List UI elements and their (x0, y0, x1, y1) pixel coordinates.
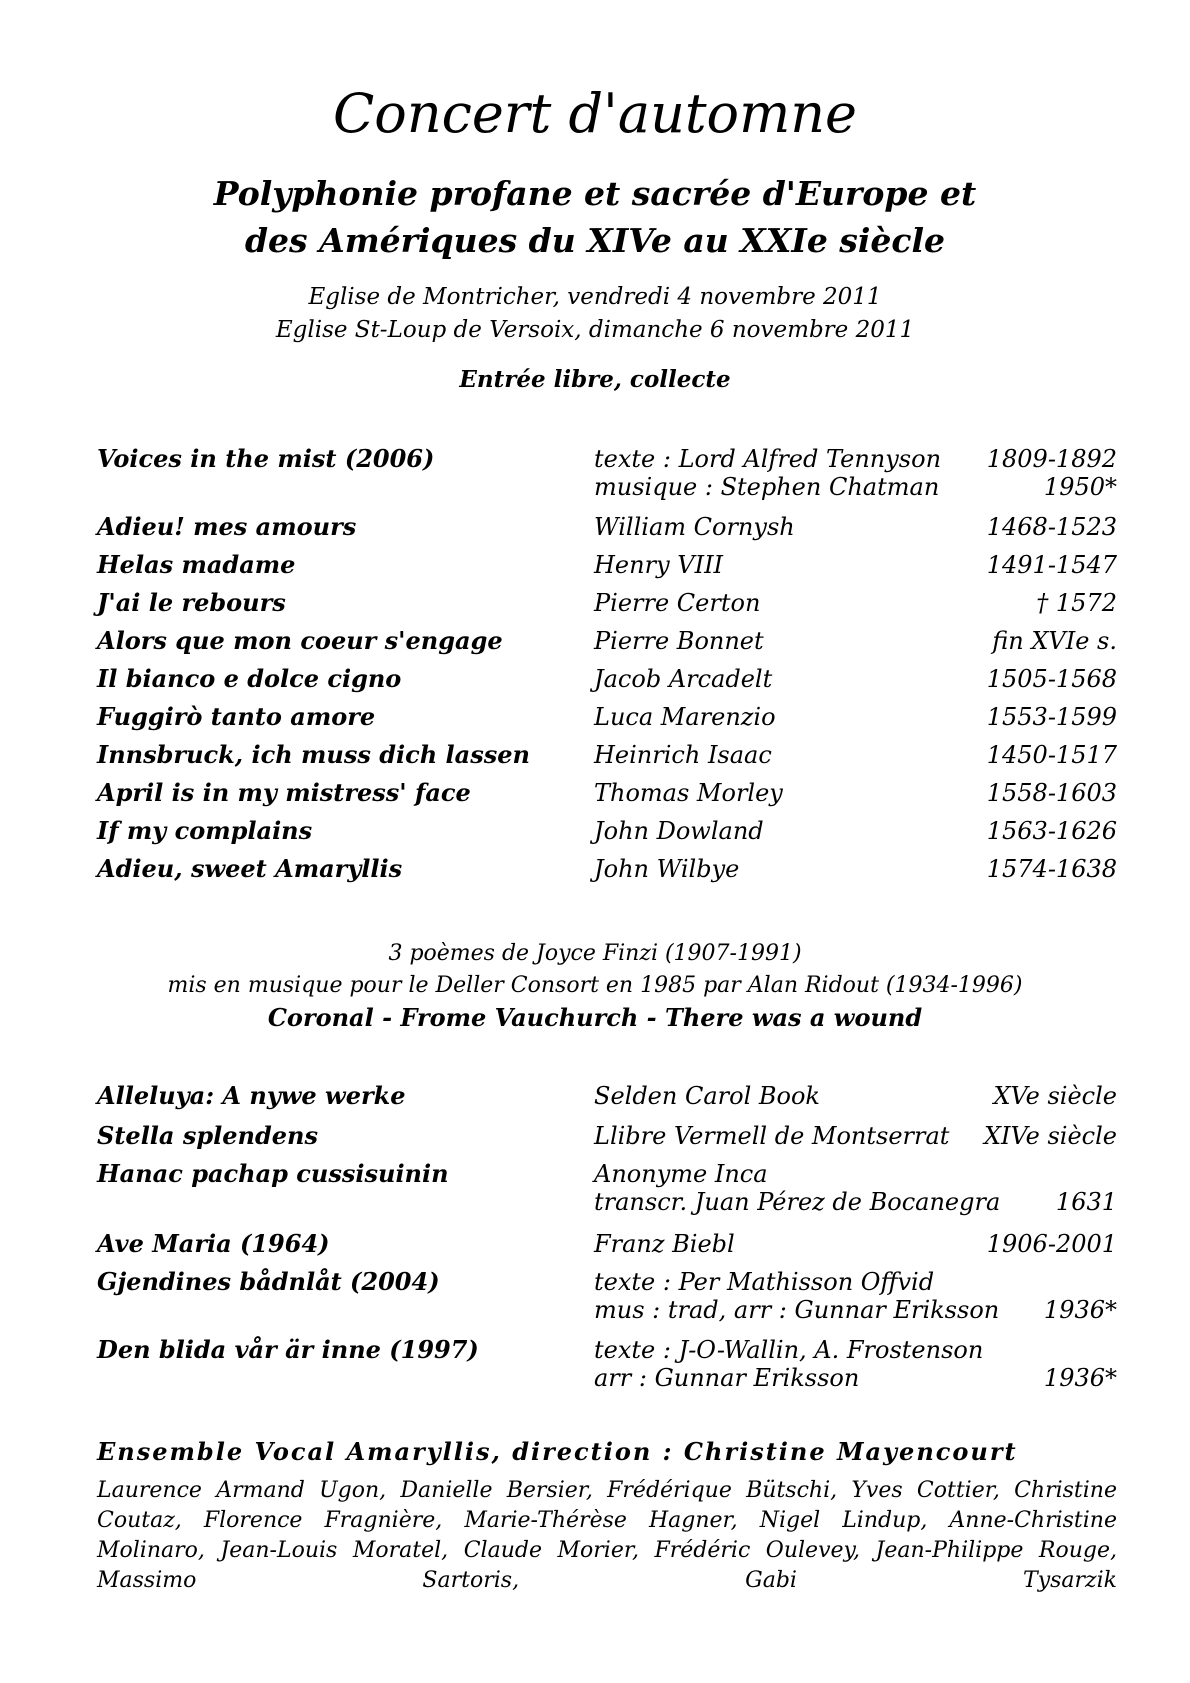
dates (1044, 1268, 1117, 1324)
composer (594, 1230, 735, 1258)
composer (594, 445, 941, 501)
work-title: Fuggirò tanto amore (97, 702, 376, 731)
composer-line: Franz Biebl (594, 1230, 735, 1258)
composer-line: texte : J-O-Wallin, A. Frostenson (594, 1336, 984, 1364)
work-title: Adieu, sweet Amaryllis (97, 854, 403, 883)
composer-line: Luca Marenzio (594, 703, 776, 731)
dates (987, 445, 1117, 501)
dates (1044, 1336, 1117, 1392)
composer (594, 779, 783, 807)
date-line: 1906-2001 (986, 1230, 1117, 1258)
date-line: 1558-1603 (986, 779, 1117, 807)
work-title: Ave Maria (1964) (97, 1229, 330, 1258)
composer (594, 1160, 1000, 1216)
date-line (1044, 1336, 1117, 1364)
date-line (1044, 1268, 1117, 1296)
composer-line: texte : Per Mathisson Offvid (594, 1268, 935, 1296)
finzi-line-1: 3 poèmes de Joyce Finzi (1907-1991) (388, 941, 802, 966)
dates (987, 513, 1117, 541)
finzi-section (0, 938, 1190, 1034)
composer-line: Henry VIII (594, 551, 724, 579)
composer (594, 1336, 983, 1392)
dates (987, 665, 1117, 693)
date-line: 1491-1547 (986, 551, 1117, 579)
entry-note: Entrée libre, collecte (459, 366, 731, 393)
composer-line: transcr. Juan Pérez de Bocanegra (594, 1188, 1001, 1216)
dates (984, 1122, 1117, 1150)
work-title: Il bianco e dolce cigno (97, 664, 402, 693)
composer (594, 665, 772, 693)
finzi-line-2: mis en musique pour le Deller Consort en 1985 par Alan Ridout (1934-1996) (167, 973, 1023, 998)
date-line: XIVe siècle (983, 1122, 1117, 1150)
venue-montricher: Eglise de Montricher, vendredi 4 novembre 2011 (308, 284, 882, 310)
composer (594, 1268, 999, 1324)
composer-line: Llibre Vermell de Montserrat (594, 1122, 950, 1150)
work-title: Innsbruck, ich muss dich lassen (97, 740, 530, 769)
composer-line: Selden Carol Book (594, 1082, 820, 1110)
dates (987, 703, 1117, 731)
dates (987, 551, 1117, 579)
date-line: 1574-1638 (986, 855, 1117, 883)
dates (993, 1082, 1117, 1110)
work-title: Helas madame (97, 550, 296, 579)
composer-line: musique : Stephen Chatman (594, 473, 940, 501)
date-line: 1631 (1055, 1188, 1117, 1216)
work-title: Gjendines bådnlåt (2004) (97, 1267, 440, 1296)
work-title: Stella splendens (97, 1121, 318, 1150)
date-line: fin XVIe s. (992, 627, 1117, 655)
dates (987, 779, 1117, 807)
subtitle-line: Polyphonie profane et sacrée d'Europe et (213, 174, 977, 213)
composer (594, 1122, 949, 1150)
composer-line: texte : Lord Alfred Tennyson (594, 445, 942, 473)
page-title: Concert d'automne (332, 82, 858, 145)
composer (594, 741, 772, 769)
subtitle-line: des Amériques du XIVe au XXIe siècle (244, 221, 946, 260)
work-title: Alleluya: A nywe werke (97, 1081, 406, 1110)
composer-line: Pierre Bonnet (594, 627, 764, 655)
dates (987, 855, 1117, 883)
composer (594, 817, 764, 845)
work-title: Hanac pachap cussisuinin (97, 1159, 449, 1188)
composer (594, 855, 739, 883)
composer-line: arr : Gunnar Eriksson (594, 1364, 860, 1392)
date-line: 1809-1892 (986, 445, 1117, 473)
date-line: † 1572 (1036, 589, 1117, 617)
work-title: Voices in the mist (2006) (97, 444, 435, 473)
date-line: 1563-1626 (986, 817, 1117, 845)
composer-line: Heinrich Isaac (594, 741, 772, 769)
composer-line: Anonyme Inca (594, 1160, 768, 1188)
dates (1036, 589, 1117, 617)
work-title: Adieu! mes amours (97, 512, 357, 541)
date-line: 1950* (1043, 473, 1117, 501)
finzi-line-3: Coronal - Frome Vauchurch - There was a wound (267, 1003, 923, 1032)
date-line: 1450-1517 (986, 741, 1117, 769)
dates (992, 627, 1117, 655)
date-line: 1936* (1043, 1364, 1117, 1392)
work-title: J'ai le rebours (97, 588, 286, 617)
ensemble-members: Laurence Armand Ugon, Danielle Bersier, Frédérique Bütschi, Yves Cottier, Christine Coutaz, Florence Fragnière, Marie-Thérèse Hagner, Nigel Lindup, Anne-Christine Molinaro, Jean-Louis Moratel, Claude Morier, Frédéric Oulevey, Jean-Philippe Rouge, Massimo Sartoris, Gabi Tysarzik (97, 1478, 1117, 1593)
composer-line: mus : trad, arr : Gunnar Eriksson (594, 1296, 1000, 1324)
date-line: 1505-1568 (986, 665, 1117, 693)
composer (594, 1082, 820, 1110)
date-line: 1468-1523 (986, 513, 1117, 541)
venue-versoix: Eglise St-Loup de Versoix, dimanche 6 novembre 2011 (275, 317, 915, 343)
subtitle (0, 170, 1190, 264)
composer (594, 703, 776, 731)
work-title: Alors que mon coeur s'engage (97, 626, 503, 655)
date-line (1056, 1160, 1117, 1188)
composer-line: Thomas Morley (594, 779, 783, 807)
composer-line: John Dowland (594, 817, 764, 845)
work-title: April is in my mistress' face (97, 778, 471, 807)
work-title: Den blida vår är inne (1997) (97, 1335, 479, 1364)
ensemble-heading: Ensemble Vocal Amaryllis, direction : Christine Mayencourt (97, 1437, 1018, 1466)
date-line: XVe siècle (993, 1082, 1117, 1110)
composer-line: William Cornysh (594, 513, 795, 541)
composer-line: John Wilbye (594, 855, 740, 883)
composer (594, 627, 764, 655)
composer (594, 551, 723, 579)
composer-line: Jacob Arcadelt (594, 665, 773, 693)
composer-line: Pierre Certon (594, 589, 761, 617)
dates (1056, 1160, 1117, 1216)
venues (0, 281, 1190, 347)
dates (987, 817, 1117, 845)
date-line: 1553-1599 (986, 703, 1117, 731)
date-line: 1936* (1043, 1296, 1117, 1324)
dates (987, 741, 1117, 769)
composer (594, 513, 795, 541)
composer (594, 589, 760, 617)
dates (987, 1230, 1117, 1258)
work-title: If my complains (97, 816, 313, 845)
